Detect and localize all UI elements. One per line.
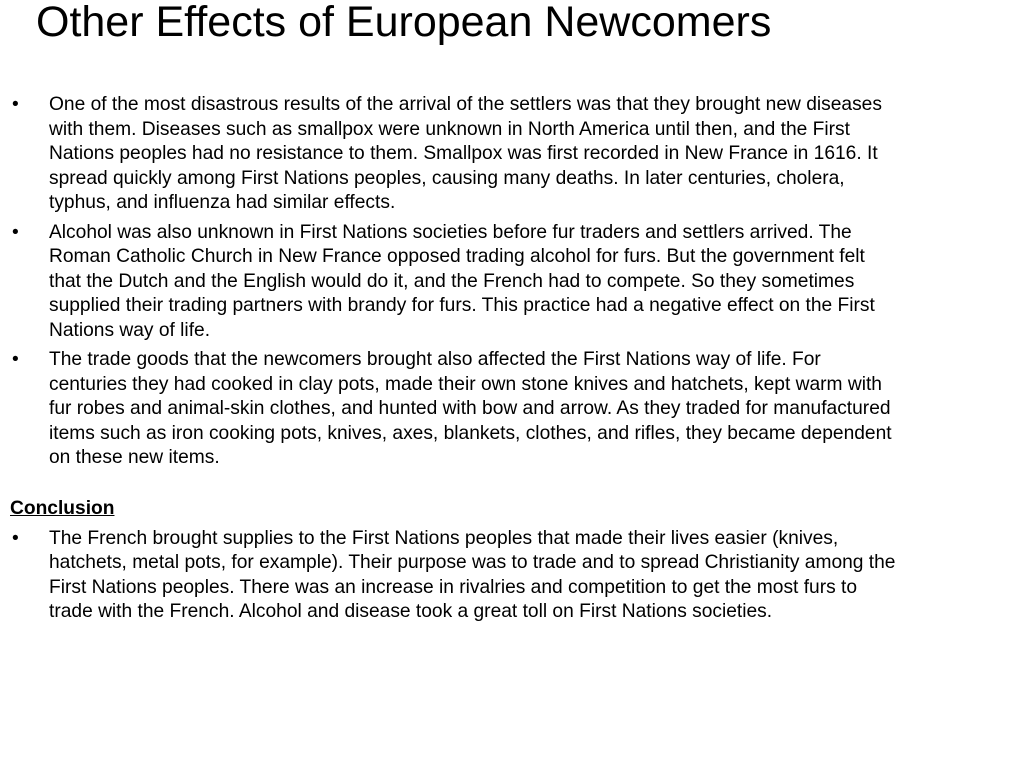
bullet-item-diseases — [10, 93, 900, 216]
bullet-text: The French brought supplies to the First Nations peoples that made their lives easier (knives, hatchets, metal pots, for example). Their purpose was to trade and to spread Christianity among the First Nations peoples. There was an increase in rivalries and competition to get the most furs to trade with the French. Alcohol and disease took a great toll on First Nations societies. — [49, 527, 896, 622]
bullet-item-alcohol — [10, 221, 900, 344]
bullet-text: One of the most disastrous results of the arrival of the settlers was that they brought new diseases with them. Diseases such as smallpox were unknown in North America until then, and the First Nations peoples had no resistance to them. Smallpox was first recorded in New France in 1616. It spread quickly among First Nations peoples, causing many deaths. In later centuries, cholera, typhus, and influenza had similar effects. — [49, 94, 882, 213]
slide-body — [10, 93, 900, 630]
bullet-icon: • — [12, 527, 19, 549]
conclusion-heading: Conclusion — [10, 497, 115, 519]
effects-list — [10, 93, 900, 471]
bullet-icon: • — [12, 221, 19, 243]
conclusion-list — [10, 527, 900, 625]
bullet-icon: • — [12, 349, 19, 370]
bullet-icon: • — [12, 94, 19, 115]
bullet-text: Alcohol was also unknown in First Nations societies before fur traders and settlers arrived. The Roman Catholic Church in New France opposed trading alcohol for furs. But the government felt that the Dutch and the English would do it, and the French had to compete. So they sometimes supplied their trading partners with brandy for furs. This practice had a negative effect on the First Nations way of life. — [49, 221, 875, 341]
bullet-item-trade-goods — [10, 348, 900, 471]
bullet-text: The trade goods that the newcomers brought also affected the First Nations way of life. For centuries they had cooked in clay pots, made their own stone knives and hatchets, kept warm with fur robes and animal-skin clothes, and hunted with bow and arrow. As they traded for manufactured items such as iron cooking pots, knives, axes, blankets, clothes, and rifles, they became dependent on these new items. — [49, 349, 892, 468]
slide-title: Other Effects of European Newcomers — [36, 0, 772, 46]
bullet-item-conclusion — [10, 527, 900, 625]
